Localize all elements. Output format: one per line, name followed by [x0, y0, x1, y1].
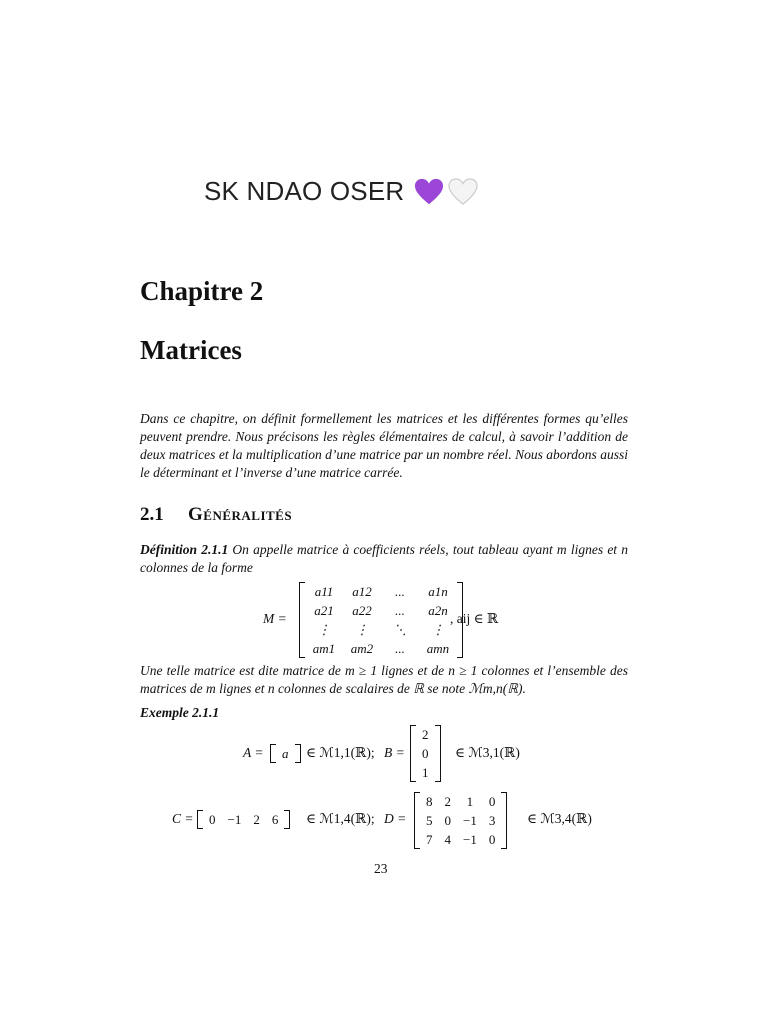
- matrix-m-row: [305, 639, 457, 658]
- matrix-b-row: [416, 725, 435, 744]
- matrix-d-cell: 0: [444, 812, 451, 828]
- matrix-m-cell: a22: [352, 602, 372, 618]
- matrix-d-cell: 8: [426, 793, 433, 809]
- watermark: [204, 176, 478, 207]
- matrix-m-cell: ⋮: [317, 621, 331, 637]
- matrix-d-cell: 2: [444, 793, 451, 809]
- matrix-d-cell: 3: [488, 812, 496, 828]
- matrix-m-cell: ⋮: [431, 621, 445, 637]
- matrix-m-cell: a21: [314, 602, 334, 618]
- matrix-c-cell: 2: [253, 811, 260, 827]
- example-c-lhs: C =: [172, 811, 194, 826]
- chapter-intro: Dans ce chapitre, on définit formellement les matrices et les différentes formes qu’elles peuvent prendre. Nous précisons les règles élémentaires de calcul, à savoir l’addition de deux matrices et la multiplication d’une matrice par un nombre réel. Nous abordons aussi le déterminant et l’inverse d’une matrice carrée.: [140, 411, 628, 480]
- matrix-m-cell: a1n: [428, 583, 448, 599]
- matrix-a-cell: a: [282, 745, 289, 761]
- example-b-set: ∈ ℳ3,1(ℝ): [455, 745, 520, 760]
- page-number: 23: [374, 861, 388, 876]
- purple-heart-icon: [414, 177, 444, 207]
- matrix-m-lhs: M =: [263, 611, 287, 626]
- example-d-lhs: D =: [384, 811, 407, 826]
- matrix-d: [414, 792, 507, 849]
- matrix-b-cell: 1: [422, 764, 429, 780]
- white-heart-icon: [448, 177, 478, 207]
- section-title: Généralités: [188, 504, 293, 525]
- section-number: 2.1: [140, 504, 164, 525]
- chapter-title: Matrices: [140, 335, 242, 365]
- matrix-d-row: [420, 792, 501, 811]
- chapter-label: Chapitre 2: [140, 276, 264, 306]
- matrix-m-cell: ⋮: [355, 621, 369, 637]
- matrix-d-row: [420, 830, 501, 849]
- matrix-m-suffix: , aij ∈ ℝ: [450, 611, 499, 626]
- matrix-m-cell: ...: [395, 583, 405, 599]
- example-label: Exemple 2.1.1: [140, 705, 220, 720]
- matrix-d-cell: 5: [426, 812, 433, 828]
- matrix-d-cell: 7: [426, 831, 433, 847]
- matrix-b-row: [416, 744, 435, 763]
- definition-followup: Une telle matrice est dite matrice de m ≥ 1 lignes et de n ≥ 1 colonnes et l’ensemble des matrices de m lignes et n colonnes de scalaires de ℝ se note ℳm,n(ℝ).: [140, 663, 628, 696]
- matrix-m-cell: am1: [312, 640, 336, 656]
- matrix-c-cell: 0: [209, 811, 216, 827]
- matrix-d-cell: −1: [463, 812, 477, 828]
- matrix-m: [299, 582, 463, 658]
- matrix-c-cell: 6: [271, 811, 279, 827]
- matrix-b-cell: 0: [422, 745, 429, 761]
- matrix-c-cell: −1: [227, 811, 242, 827]
- matrix-d-cell: −1: [463, 831, 477, 847]
- example-c-set: ∈ ℳ1,4(ℝ);: [306, 811, 375, 826]
- matrix-m-row: [305, 620, 457, 639]
- matrix-d-cell: 0: [488, 793, 496, 809]
- matrix-d-cell: 4: [444, 831, 451, 847]
- matrix-m-row: [305, 601, 457, 620]
- matrix-a-row: [276, 744, 295, 763]
- example-a-set: ∈ ℳ1,1(ℝ);: [306, 745, 375, 760]
- matrix-m-cell: a2n: [428, 602, 448, 618]
- matrix-d-cell: 0: [488, 831, 496, 847]
- matrix-m-cell: a11: [314, 583, 334, 599]
- matrix-c: [197, 810, 290, 829]
- matrix-m-cell: ...: [395, 602, 405, 618]
- section-heading: [140, 504, 292, 526]
- watermark-text: SK NDAO OSER: [204, 176, 405, 206]
- example-a-lhs: A =: [243, 745, 264, 760]
- matrix-d-row: [420, 811, 501, 830]
- matrix-m-cell: amn: [426, 640, 450, 656]
- example-b-lhs: B =: [384, 745, 405, 760]
- matrix-m-cell: ⋱: [393, 621, 407, 637]
- matrix-m-cell: ...: [395, 640, 405, 656]
- example-d-set: ∈ ℳ3,4(ℝ): [527, 811, 592, 826]
- definition-label: Définition 2.1.1: [140, 542, 229, 557]
- matrix-a: [270, 744, 301, 763]
- matrix-b-cell: 2: [422, 726, 429, 742]
- definition-text: On appelle matrice à coefficients réels, tout tableau ayant m lignes et n colonnes de la forme: [140, 542, 629, 575]
- definition-paragraph: [140, 541, 628, 577]
- matrix-b: [410, 725, 441, 782]
- matrix-b-row: [416, 763, 435, 782]
- matrix-m-row: [305, 582, 457, 601]
- matrix-d-cell: 1: [466, 793, 474, 809]
- matrix-m-cell: am2: [350, 640, 374, 656]
- matrix-c-row: [203, 810, 284, 829]
- matrix-m-cell: a12: [352, 583, 372, 599]
